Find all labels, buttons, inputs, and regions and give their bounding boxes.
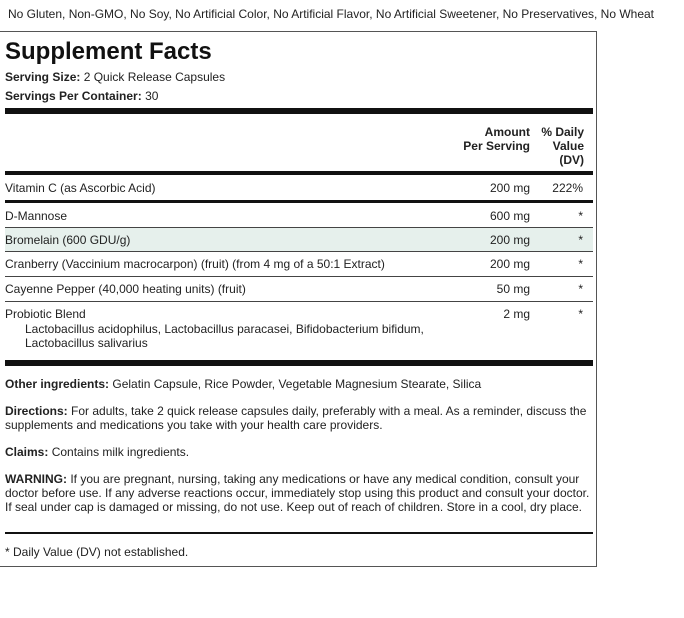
supplement-facts-panel	[0, 31, 597, 567]
serving-size-value: 2 Quick Release Capsules	[83, 70, 226, 84]
footnote-rule	[5, 532, 593, 534]
serving-size-label: Serving Size:	[5, 70, 81, 84]
table-row: Bromelain (600 GDU/g) 200 mg *	[5, 228, 593, 251]
table-row: D-Mannose 600 mg *	[5, 209, 583, 223]
table-row: Probiotic Blend 2 mg *	[5, 307, 583, 321]
daily-value-header: % Daily Value (DV)	[541, 125, 584, 167]
servings-per-container	[5, 89, 158, 103]
top-claims: No Gluten, Non-GMO, No Soy, No Artificial Color, No Artificial Flavor, No Artificial Sweetener, No Preservatives, No Wheat	[8, 7, 655, 21]
amount-header: Amount Per Serving	[463, 125, 530, 153]
footnote: * Daily Value (DV) not established.	[5, 545, 189, 559]
warning: WARNING: If you are pregnant, nursing, taking any medications or have any medical condition, consult your doctor before use. If any adverse reactions occur, immediately stop using this product and consult your doctor. If seal under cap is damaged or missing, do not use. Keep out of reach of children. Store in a cool, dry place.	[5, 472, 590, 514]
claims: Claims: Contains milk ingredients.	[5, 445, 190, 459]
table-row: Cranberry (Vaccinium macrocarpon) (fruit) (from 4 mg of a 50:1 Extract) 200 mg *	[5, 257, 583, 271]
probiotic-blend-components: Lactobacillus acidophilus, Lactobacillus paracasei, Bifidobacterium bifidum, Lactobacillus salivarius	[25, 322, 424, 350]
directions: Directions: For adults, take 2 quick release capsules daily, preferably with a meal. As a reminder, discuss the supplements and medications you take with your health care providers.	[5, 404, 587, 432]
servings-value: 30	[145, 89, 159, 103]
serving-size	[5, 70, 225, 84]
other-ingredients: Other ingredients: Gelatin Capsule, Rice Powder, Vegetable Magnesium Stearate, Silica	[5, 377, 482, 391]
panel-title: Supplement Facts	[5, 38, 212, 65]
servings-label: Servings Per Container:	[5, 89, 142, 103]
thick-rule-bottom	[5, 360, 593, 366]
table-row: Cayenne Pepper (40,000 heating units) (fruit) 50 mg *	[5, 282, 583, 296]
table-row: Vitamin C (as Ascorbic Acid) 200 mg 222%	[5, 181, 583, 195]
thick-rule-top	[5, 108, 593, 114]
